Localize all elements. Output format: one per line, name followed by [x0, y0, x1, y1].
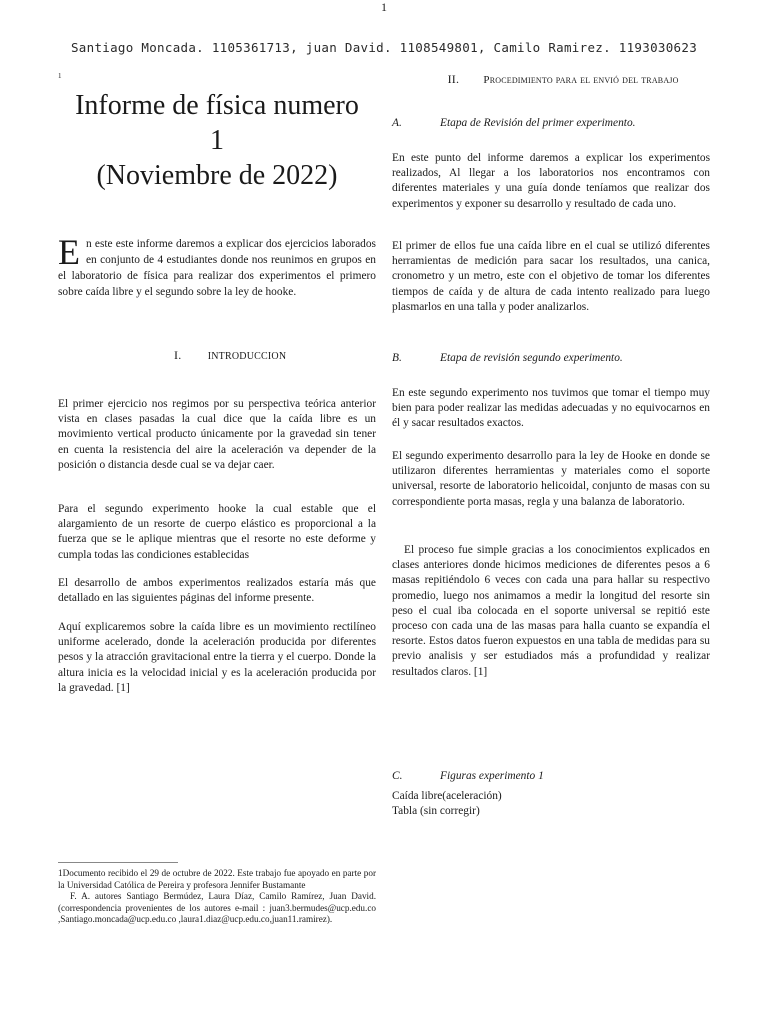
section-heading-introduccion — [58, 348, 376, 363]
footnote-line-2: F. A. autores Santiago Bermúdez, Laura Díaz, Camilo Ramírez, Juan David. (correspondencia provenientes de los autores e-mail : juan3.bermudes@ucp.edu.co ,Santiago.moncada@ucp.edu.co ,laura1.diaz@ucp.edu.co,juan11.ramirez). — [58, 891, 376, 924]
subsection-title: Etapa de revisión segundo experimento. — [440, 352, 623, 364]
subsection-letter: C. — [392, 770, 403, 782]
figure-line-2: Tabla (sin corregir) — [392, 805, 480, 817]
page-number: 1 — [381, 0, 387, 14]
procedure-paragraph-b2: El segundo experimento desarrollo para la ley de Hooke en donde se utilizaron diferentes herramientas y materiales como el soporte universal, resorte de laboratorio helicoidal, conjunto de masas con su correspondiente porta masas, regla y una balanza de laboratorio. — [392, 450, 710, 508]
authors-line: Santiago Moncada. 1105361713, juan David. 1108549801, Camilo Ramirez. 1193030623 — [70, 40, 698, 55]
procedure-paragraph-b1: En este segundo experimento nos tuvimos que tomar el tiempo muy bien para poder realizar las medidas adecuadas y no equivocarnos en él y sacar resultados exactos. — [392, 387, 710, 430]
intro-paragraph-1: El primer ejercicio nos regimos por su perspectiva teórica anterior vista en clases pasadas la cual dice que la caída libre es un movimiento vertical producto únicamente por la gravedad sin tener en cuenta la resistencia del aire la aceleración va depender de la posición o distancia desde cual se va dejar caer. — [58, 398, 376, 471]
footnote-line-1: 1Documento recibido el 29 de octubre de 2022. Este trabajo fue apoyado en parte por la Universidad Católica de Pereira y profesora Jennifer Bustamante — [58, 868, 376, 890]
procedure-paragraph-a2: El primer de ellos fue una caída libre en el cual se utilizó diferentes herramientas de medición para sacar los resultados, una canica, cronometro y un metro, este con el objetivo de tomar los diferentes tiempos de caída y de altura de cada intento realizado para luego plasmarlos en una talla y poder analizarlos. — [392, 240, 710, 313]
figure-line-1: Caída libre(aceleración) — [392, 790, 502, 802]
subsection-title: Figuras experimento 1 — [440, 770, 544, 782]
subsection-b-heading — [392, 352, 710, 364]
section-title: Procedimiento para el envió del trabajo — [483, 74, 679, 86]
drop-cap: E — [58, 232, 80, 272]
abstract-paragraph — [58, 232, 376, 300]
title-line-1: Informe de física numero — [75, 90, 359, 121]
title-line-2: 1 — [210, 125, 224, 156]
subsection-a-heading — [392, 117, 710, 129]
intro-paragraph-3: El desarrollo de ambos experimentos realizados estaría más que detallado en las siguientes páginas del informe presente. — [58, 577, 376, 605]
abstract-text: n este este informe daremos a explicar dos ejercicios laborados en conjunto de 4 estudiantes donde nos reunimos en grupos en el laboratorio de física para realizar dos experimentos el primero sobre caída libre y el segundo sobre la ley de hooke. — [58, 238, 376, 298]
footnote — [58, 868, 376, 926]
subsection-letter: A. — [392, 117, 402, 129]
footnote-marker: 1 — [58, 72, 62, 80]
section-heading-procedimiento — [392, 72, 710, 87]
footnote-rule — [58, 862, 178, 863]
subsection-title: Etapa de Revisión del primer experimento. — [440, 117, 636, 129]
section-title: INTRODUCCION — [207, 351, 287, 362]
section-number: II. — [447, 72, 460, 86]
subsection-c-heading — [392, 770, 710, 782]
procedure-paragraph-b3: El proceso fue simple gracias a los conocimientos explicados en clases anteriores donde hicimos mediciones de diferentes pesos a 6 masas repitiéndolo 6 veces con cada una para hallar su respectivo promedio, luego nos animamos a medir la longitud del resorte sin peso el cual iba colocada en el soporte universal se repitió este proceso con cada una de las masas para halla cuanto se expandía el resorte. Estos datos fueron expuestos en una tabla de medidas para su previo analisis y ser estudiados más a profundidad y realizar resultados claros. [1] — [392, 544, 710, 678]
intro-paragraph-2: Para el segundo experimento hooke la cual estable que el alargamiento de un resorte de cuerpo elástico es proporcional a la fuerza que se le aplique mientras que el resorte no este deforme y cumpla todas las condiciones establecidas — [58, 503, 376, 561]
subsection-letter: B. — [392, 352, 402, 364]
procedure-paragraph-a1: En este punto del informe daremos a explicar los experimentos realizados, Al llegar a los laboratorios nos encontramos con diferentes materiales y una guía donde teníamos que realizar dos experimentos y exponer su desarrollo y resultado de cada uno. — [392, 152, 710, 210]
title-line-3: (Noviembre de 2022) — [96, 160, 338, 191]
intro-paragraph-4: Aquí explicaremos sobre la caída libre es un movimiento rectilíneo uniforme acelerado, donde la aceleración producida por diferentes pesos y la atracción gravitacional entre la tierra y el cuerpo. Donde la altura inicia es la velocidad inicial y es la aceleración producida por la gravedad. [1] — [58, 621, 376, 694]
paper-title — [58, 88, 376, 193]
section-number: I. — [174, 348, 182, 362]
figure-list — [392, 789, 710, 819]
